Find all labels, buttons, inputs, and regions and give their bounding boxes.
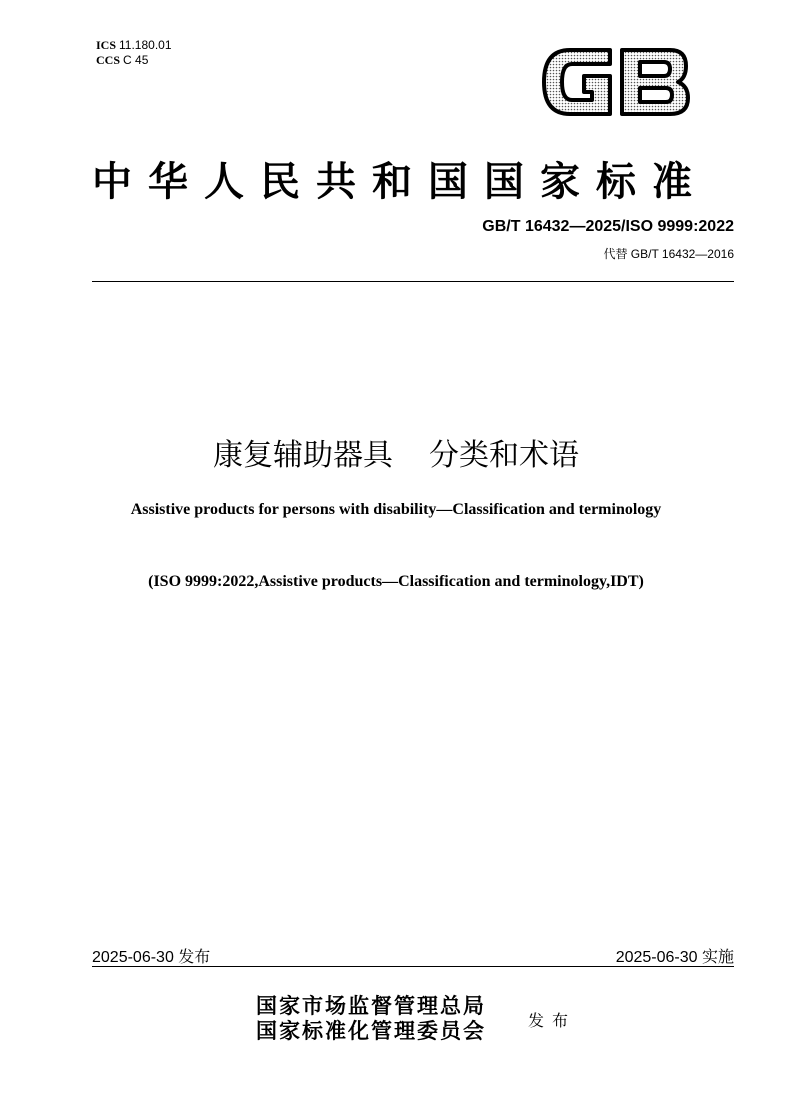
document-title-cn (0, 430, 792, 474)
issuer-sac: 国家标准化管理委员会 (256, 1018, 486, 1043)
adoption-statement: (ISO 9999:2022,Assistive products—Classification and terminology,IDT) (148, 573, 644, 590)
ccs-code-line (96, 53, 172, 68)
gb-logo (540, 42, 692, 122)
national-standard-title: 中华人民共和国国家标准 (92, 158, 708, 205)
issuer-samr: 国家市场监督管理总局 (256, 993, 486, 1018)
implementation-date: 2025-06-30 实施 (615, 949, 734, 966)
ccs-label: CCS (96, 53, 121, 67)
classification-codes (96, 38, 172, 68)
ics-code: 11.180.01 (119, 38, 172, 52)
replaces-standard: 代替 GB/T 16432—2016 (603, 247, 734, 261)
ics-code-line (96, 38, 172, 53)
title-cn-part1: 康复辅助器具 (213, 438, 393, 473)
title-cn-part2: 分类和术语 (429, 438, 579, 473)
document-title-en: Assistive products for persons with disability—Classification and terminology (130, 501, 662, 518)
issue-date: 2025-06-30 发布 (92, 949, 211, 966)
standard-number: GB/T 16432—2025/ISO 9999:2022 (482, 218, 734, 235)
publish-label: 发布 (528, 1011, 577, 1030)
issuing-authorities (256, 993, 486, 1043)
footer-divider (92, 966, 734, 967)
header-divider (92, 281, 734, 282)
ics-label: ICS (96, 38, 117, 52)
ccs-code: C 45 (123, 53, 149, 67)
gb-logo-text: GB (616, 120, 618, 121)
